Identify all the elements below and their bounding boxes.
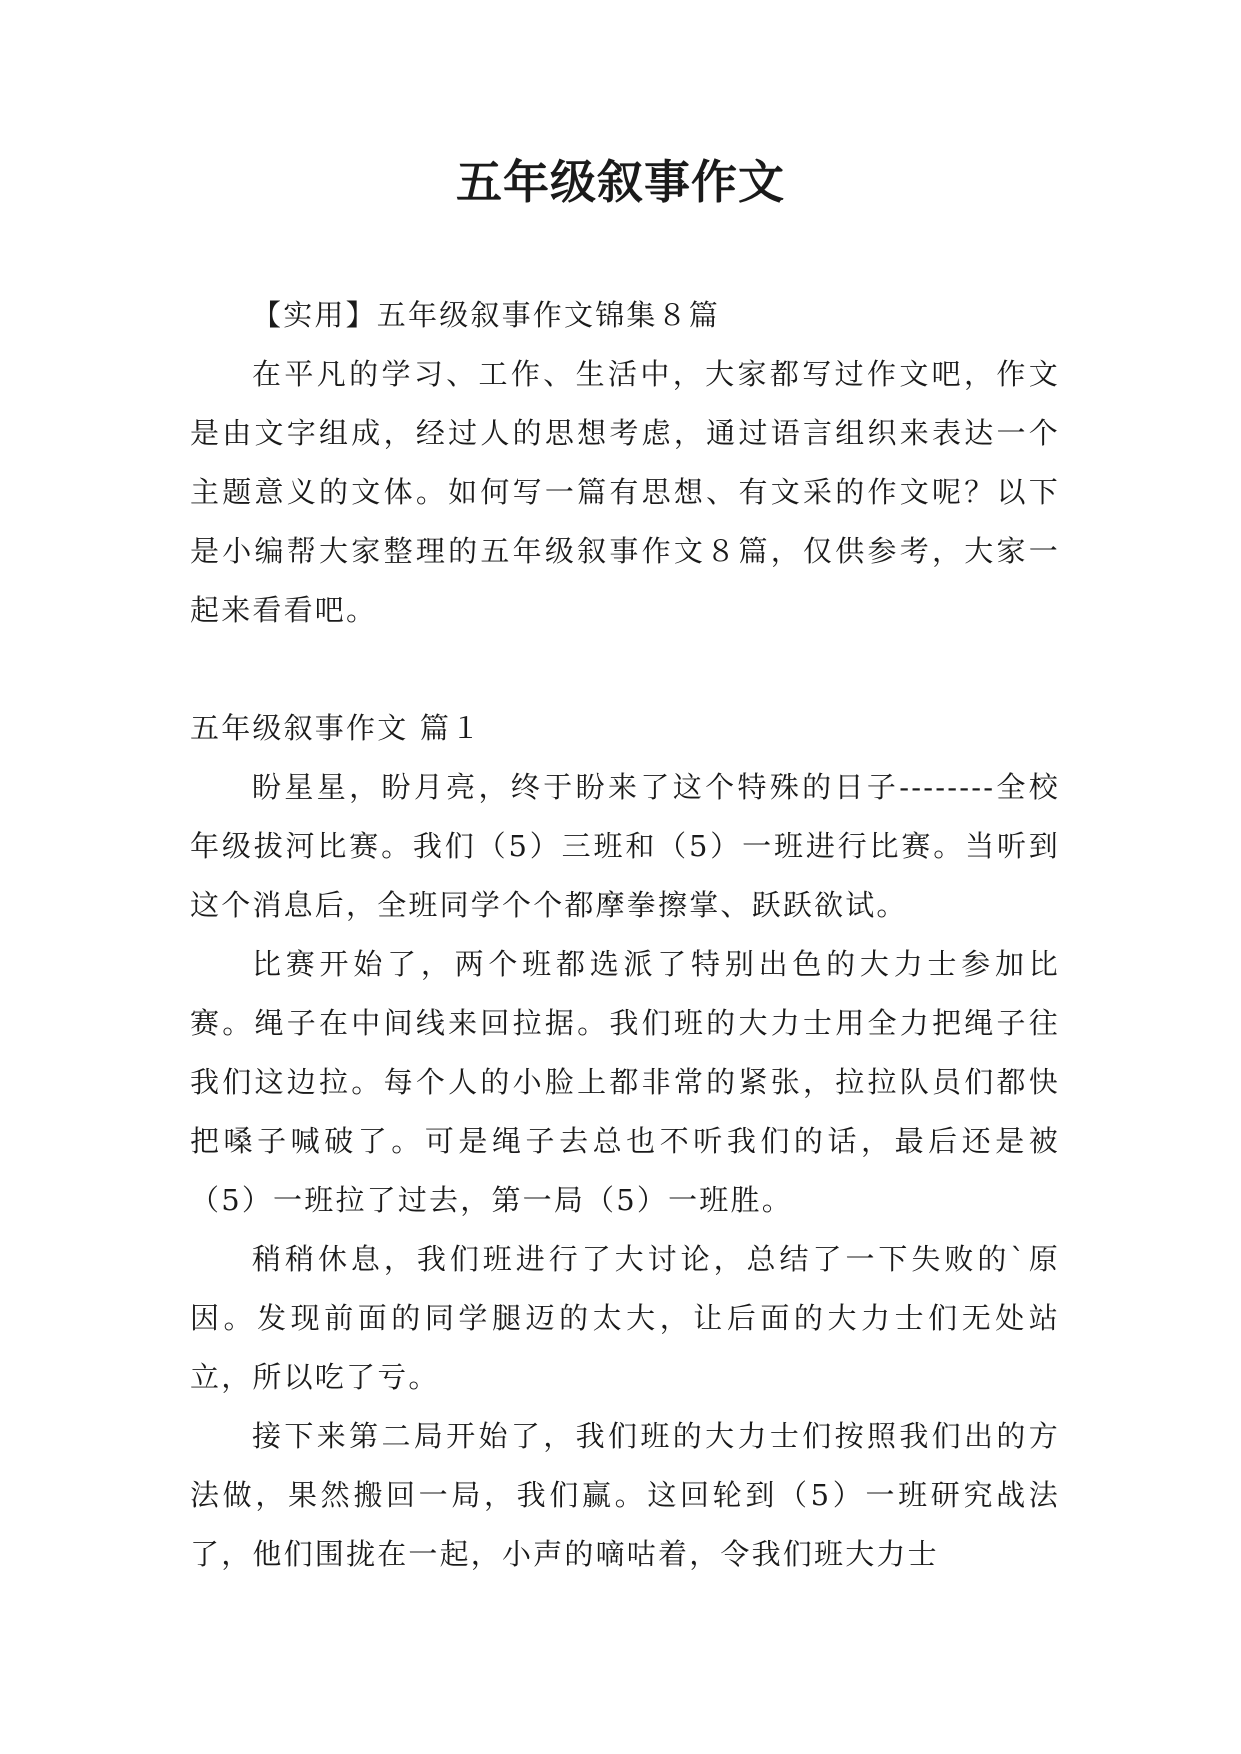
story-paragraph-2: 比赛开始了，两个班都选派了特别出色的大力士参加比赛。绳子在中间线来回拉据。我们班的大力士用全力把绳子往我们这边拉。每个人的小脸上都非常的紧张，拉拉队员们都快把嗓子喊破了。可是绳子去总也不听我们的话，最后还是被（5）一班拉了过去，第一局（5）一班胜。 xyxy=(190,947,1060,1217)
page-title: 五年级叙事作文 xyxy=(456,155,785,209)
paragraph-gap xyxy=(190,640,1060,699)
intro-line: 【实用】五年级叙事作文锦集８篇 xyxy=(252,298,721,332)
story-paragraph-4: 接下来第二局开始了，我们班的大力士们按照我们出的方法做，果然搬回一局，我们赢。这回轮到（5）一班研究战法了，他们围拢在一起，小声的嘀咕着，令我们班大力士 xyxy=(190,1419,1060,1571)
section-heading: 五年级叙事作文 篇１ xyxy=(190,711,483,745)
document-body xyxy=(190,286,1060,1584)
intro-paragraph: 在平凡的学习、工作、生活中，大家都写过作文吧，作文是由文字组成，经过人的思想考虑，通过语言组织来表达一个主题意义的文体。如何写一篇有思想、有文采的作文呢？以下是小编帮大家整理的五年级叙事作文８篇，仅供参考，大家一起来看看吧。 xyxy=(190,357,1060,627)
story-paragraph-3: 稍稍休息，我们班进行了大讨论，总结了一下失败的`原因。发现前面的同学腿迈的太大，让后面的大力士们无处站立，所以吃了亏。 xyxy=(190,1242,1060,1394)
story-paragraph-1: 盼星星，盼月亮，终于盼来了这个特殊的日子--------全校年级拔河比赛。我们（5）三班和（5）一班进行比赛。当听到这个消息后，全班同学个个都摩拳擦掌、跃跃欲试。 xyxy=(190,770,1060,922)
